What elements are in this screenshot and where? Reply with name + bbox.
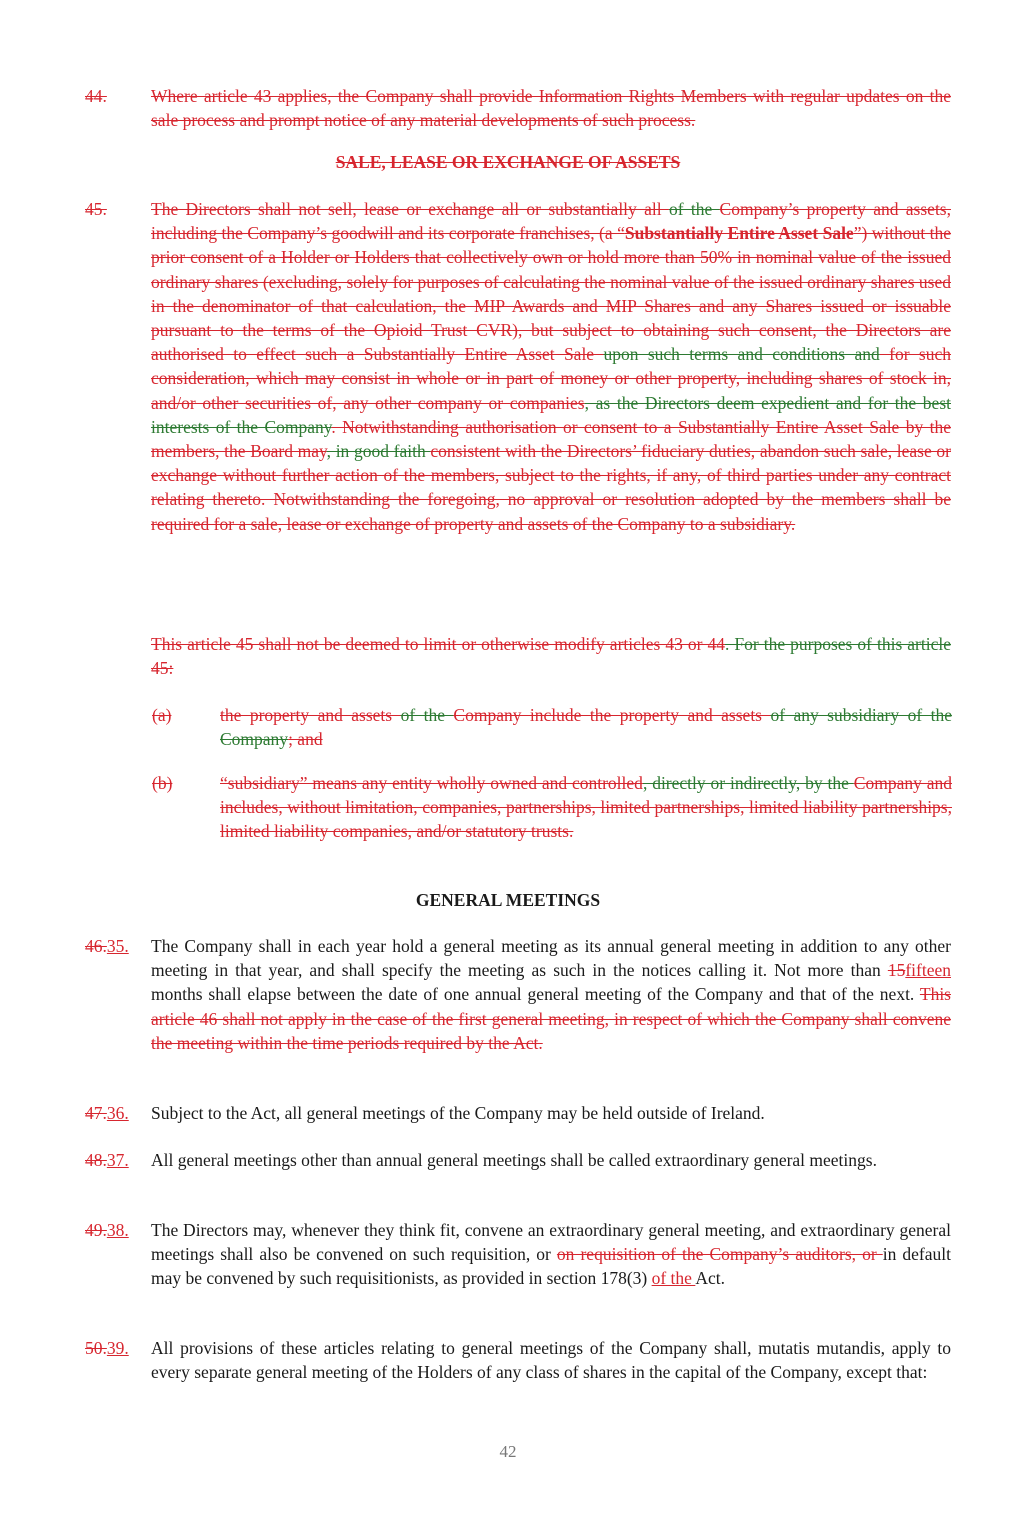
deleted-text: This article 46 shall not apply in the case of the first general meeting, in respect of which the Company shall convene the meeting within the time periods required by the Act.: [151, 984, 951, 1053]
deleted-text: Company and includes, without limitation, companies, partnerships, limited partnerships, limited liability partnerships, limited liability companies, and/or statutory trusts.: [220, 773, 952, 842]
article-text: Where article 43 applies, the Company shall provide Information Rights Members with regular updates on the sale process and prompt notice of any material developments of such process.: [151, 86, 951, 131]
moved-deleted-text: of the: [400, 705, 454, 725]
article-text: Subject to the Act, all general meetings of the Company may be held outside of Ireland.: [151, 1103, 765, 1123]
new-number: 38.: [106, 1220, 129, 1240]
deleted-text: 45:: [151, 658, 174, 679]
old-number: 50.: [85, 1338, 107, 1358]
article-text: The Company shall in each year hold a general meeting as its annual general meeting in addition to any other meeting in that year, and shall specify the meeting as such in the notices calling it. Not more than: [151, 936, 951, 981]
article-number: [85, 934, 129, 958]
deleted-text: ”) without the prior consent of a Holder or Holders that collectively own or hold more than 50% in nominal value of the issued ordinary shares (excluding, solely for purposes of calculating the nominal value of the issued ordinary shares used in the denominator of that calculation, the MIP Awards and MIP Shares and any Shares issued or issuable pursuant to the terms of the Opioid Trust CVR), but subject to obtaining such consent, the Directors are authorised to effect such a Substantially Entire Asset Sale: [151, 223, 952, 365]
moved-deleted-text: . For the purposes of this article: [724, 634, 951, 654]
article-35: [85, 934, 951, 1055]
deleted-text: . Notwithstanding authorisation or consent to a Substantially Entire Asset Sale by the members, the Board may: [151, 416, 951, 462]
article-text: months shall elapse between the date of one annual general meeting of the Company and that of the next.: [151, 984, 920, 1005]
moved-deleted-text: , in good faith: [326, 441, 431, 462]
deleted-text: This article 45 shall not be deemed to limit or otherwise modify articles 43 or 44: [151, 634, 725, 654]
article-36: [85, 1101, 951, 1125]
new-number: 35.: [106, 936, 129, 956]
deleted-text: consistent with the Directors’ fiduciary duties, abandon such sale, lease or exchange without further action of the members, subject to the rights, if any, of third parties under any contract relating thereto. Notwithstanding the foregoing, no approval or resolution adopted by the members shall be required for a sale, lease or exchange of property and assets of the Company to a subsidiary.: [151, 441, 951, 534]
page-number: 42: [499, 1442, 517, 1461]
article-38: [85, 1218, 951, 1291]
inserted-text: of the: [651, 1268, 696, 1289]
item-marker: (a): [152, 705, 172, 725]
moved-deleted-text: , as the Directors deem expedient and for the best interests of the Company: [151, 392, 951, 437]
article-number: 45.: [85, 199, 107, 219]
article-number: [85, 1101, 129, 1125]
deleted-text: Company’s property and assets, including the Company’s goodwill and its corporate franchises, (a “: [151, 199, 951, 244]
article-number: 44.: [85, 86, 107, 106]
moved-deleted-text: of any subsidiary of the Company: [220, 705, 952, 750]
article-number: [85, 1218, 129, 1242]
article-text: All provisions of these articles relating to general meetings of the Company shall, mutatis mutandis, apply to every separate general meeting of the Holders of any class of shares in the capital of the Company, except that:: [151, 1338, 951, 1383]
new-number: 39.: [106, 1338, 129, 1358]
deleted-text: “subsidiary” means any entity wholly owned and controlled: [220, 773, 643, 793]
deleted-text: the property and assets: [220, 705, 401, 725]
article-number: [85, 1336, 129, 1360]
article-45-item-a: [152, 703, 952, 751]
article-number: [85, 1148, 129, 1172]
old-number: 47.: [85, 1103, 107, 1123]
old-number: 48.: [85, 1150, 107, 1170]
deleted-text: on requisition of the Company’s auditors, or: [556, 1244, 883, 1265]
article-text: Act.: [695, 1268, 726, 1289]
moved-deleted-text: , directly or indirectly, by the: [642, 773, 854, 793]
article-45-continuation: [85, 632, 951, 680]
old-number: 49.: [85, 1220, 107, 1240]
article-37: [85, 1148, 951, 1172]
old-number: 46.: [85, 936, 107, 956]
deleted-text: Company include the property and assets: [453, 705, 771, 725]
article-text: The Directors may, whenever they think fit, convene an extraordinary general meeting, and extraordinary general meetings shall also be convened on such requisition, or: [151, 1220, 951, 1265]
moved-deleted-text: upon such terms and conditions and: [603, 344, 880, 365]
section-heading-sale-lease-exchange: SALE, LEASE OR EXCHANGE OF ASSETS: [335, 152, 681, 172]
defined-term: Substantially Entire Asset Sale: [624, 223, 854, 244]
new-number: 36.: [106, 1103, 129, 1123]
section-heading-general-meetings: GENERAL MEETINGS: [415, 890, 601, 910]
article-44: [85, 84, 951, 132]
new-number: 37.: [106, 1150, 129, 1170]
deleted-text: The Directors shall not sell, lease or exchange all or substantially all: [151, 199, 669, 219]
deleted-text: for such consideration, which may consist in whole or in part of money or other property, including shares of stock in, and/or other securities of, any other company or companies: [151, 344, 952, 413]
moved-deleted-text: of the: [668, 199, 720, 219]
article-text: All general meetings other than annual general meetings shall be called extraordinary general meetings.: [151, 1150, 877, 1170]
deleted-text: 15: [887, 960, 906, 981]
article-45: [85, 197, 951, 536]
inserted-text: fifteen: [905, 960, 951, 981]
article-45-item-b: [152, 771, 952, 844]
article-text: in default may be convened by such requisitionists, as provided in section 178(3): [151, 1244, 951, 1289]
article-39: [85, 1336, 951, 1384]
item-marker: (b): [152, 773, 173, 793]
deleted-text: ; and: [288, 729, 323, 750]
